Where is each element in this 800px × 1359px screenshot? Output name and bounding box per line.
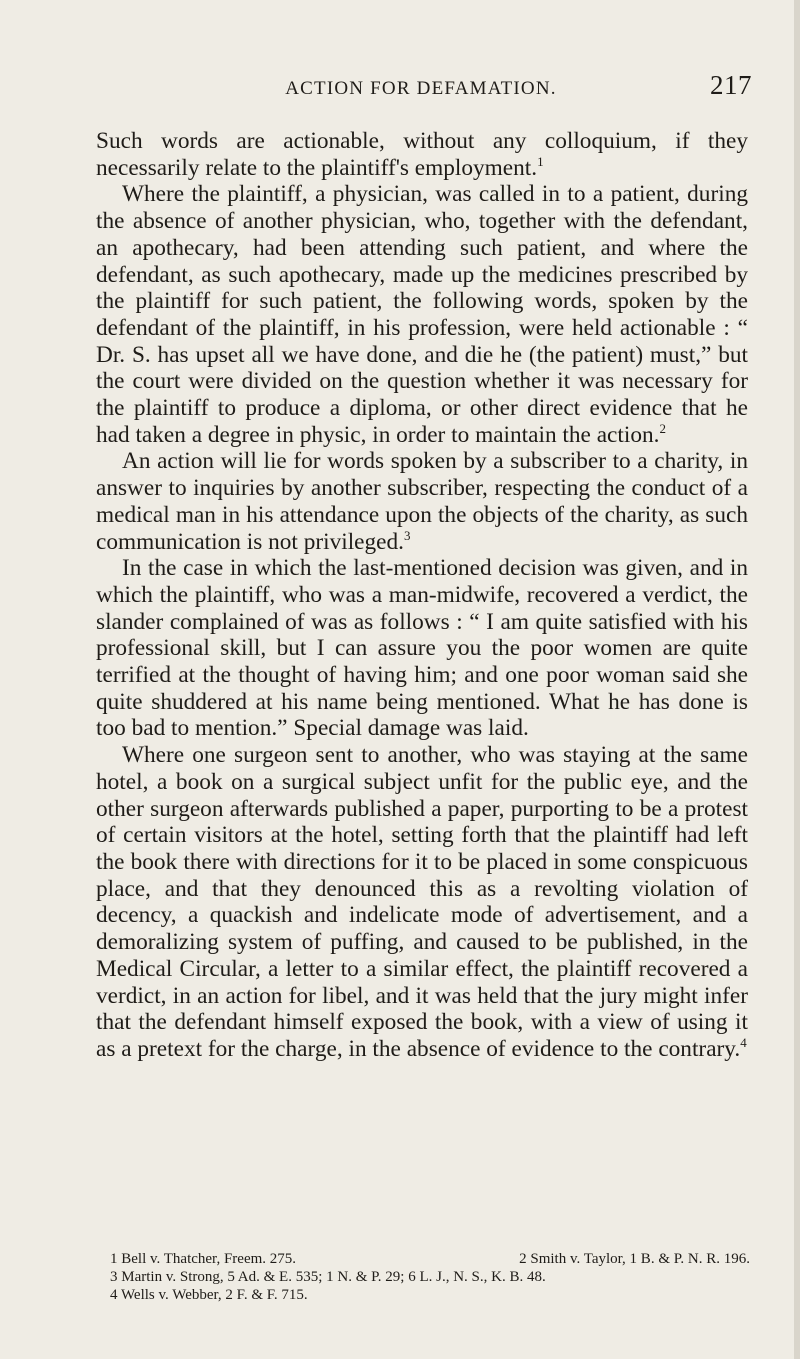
- footnote: 4 Wells v. Webber, 2 F. & F. 715.: [110, 1287, 308, 1303]
- body-text: [96, 128, 748, 1063]
- paragraph: In the case in which the last-mentioned decision was given, and in which the plaintiff, who was a man-midwife, recovered a verdict, the slander complained of was as follows : “ I am quite satisfied with his professional skill, but I can assure you the poor women are quite terrified at the thought of having him; and one poor woman said she quite shuddered at his name being mentioned. What he has done is too bad to mention.” Special damage was laid.: [96, 555, 748, 742]
- paragraph: Such words are actionable, without any colloquium, if they necessarily relate to the plaintiff's employment.$^1$: [96, 128, 748, 181]
- page-header: [96, 70, 752, 110]
- footnote-row: [110, 1250, 750, 1268]
- footnote-row: [110, 1268, 750, 1286]
- page-edge: [794, 0, 800, 1359]
- footnote-ref: 3: [403, 527, 411, 543]
- footnote: 1 Bell v. Thatcher, Freem. 275.: [110, 1251, 297, 1267]
- paragraph: Where one surgeon sent to another, who was staying at the same hotel, a book on a surgical subject unfit for the public eye, and the other surgeon afterwards published a paper, purporting to be a protest of certain visitors at the hotel, setting forth that the plaintiff had left the book there with directions for it to be placed in some conspicuous place, and that they denounced this as a revolting violation of decency, a quackish and indelicate mode of advertisement, and a demoralizing system of puffing, and caused to be published, in the Medical Circular, a letter to a similar effect, the plaintiff recovered a verdict, in an action for libel, and it was held that the jury might infer that the defendant himself exposed the book, with a view of using it as a pretext for the charge, in the absence of evidence to the contrary.$^4$: [96, 742, 748, 1062]
- footnote-ref: 1: [537, 153, 544, 169]
- footnote-row: [110, 1286, 750, 1304]
- footnote: 2 Smith v. Taylor, 1 B. & P. N. R. 196.: [519, 1251, 750, 1267]
- footnote-ref: 4: [740, 1035, 747, 1051]
- page-number: 217: [710, 70, 752, 100]
- footnotes: [110, 1250, 750, 1304]
- footnote: 3 Martin v. Strong, 5 Ad. & E. 535; 1 N. & P. 29; 6 L. J., N. S., K. B. 48.: [110, 1269, 546, 1285]
- paragraph: An action will lie for words spoken by a subscriber to a charity, in answer to inquiries by another subscriber, respecting the conduct of a medical man in his attendance upon the objects of the charity, as such communication is not privileged.$^3$: [96, 448, 748, 555]
- footnote-ref: 2: [659, 420, 666, 436]
- running-head: ACTION FOR DEFAMATION.: [285, 78, 557, 99]
- paragraph: Where the plaintiff, a physician, was called in to a patient, during the absence of another physician, who, together with the defendant, an apothecary, had been attending such patient, and where the defendant, as such apothecary, made up the medicines prescribed by the plaintiff for such patient, the following words, spoken by the defendant of the plaintiff, in his profession, were held actionable : “ Dr. S. has upset all we have done, and die he (the patient) must,” but the court were divided on the question whether it was necessary for the plaintiff to produce a diploma, or other direct evidence that he had taken a degree in physic, in order to maintain the action.$^2$: [96, 181, 748, 448]
